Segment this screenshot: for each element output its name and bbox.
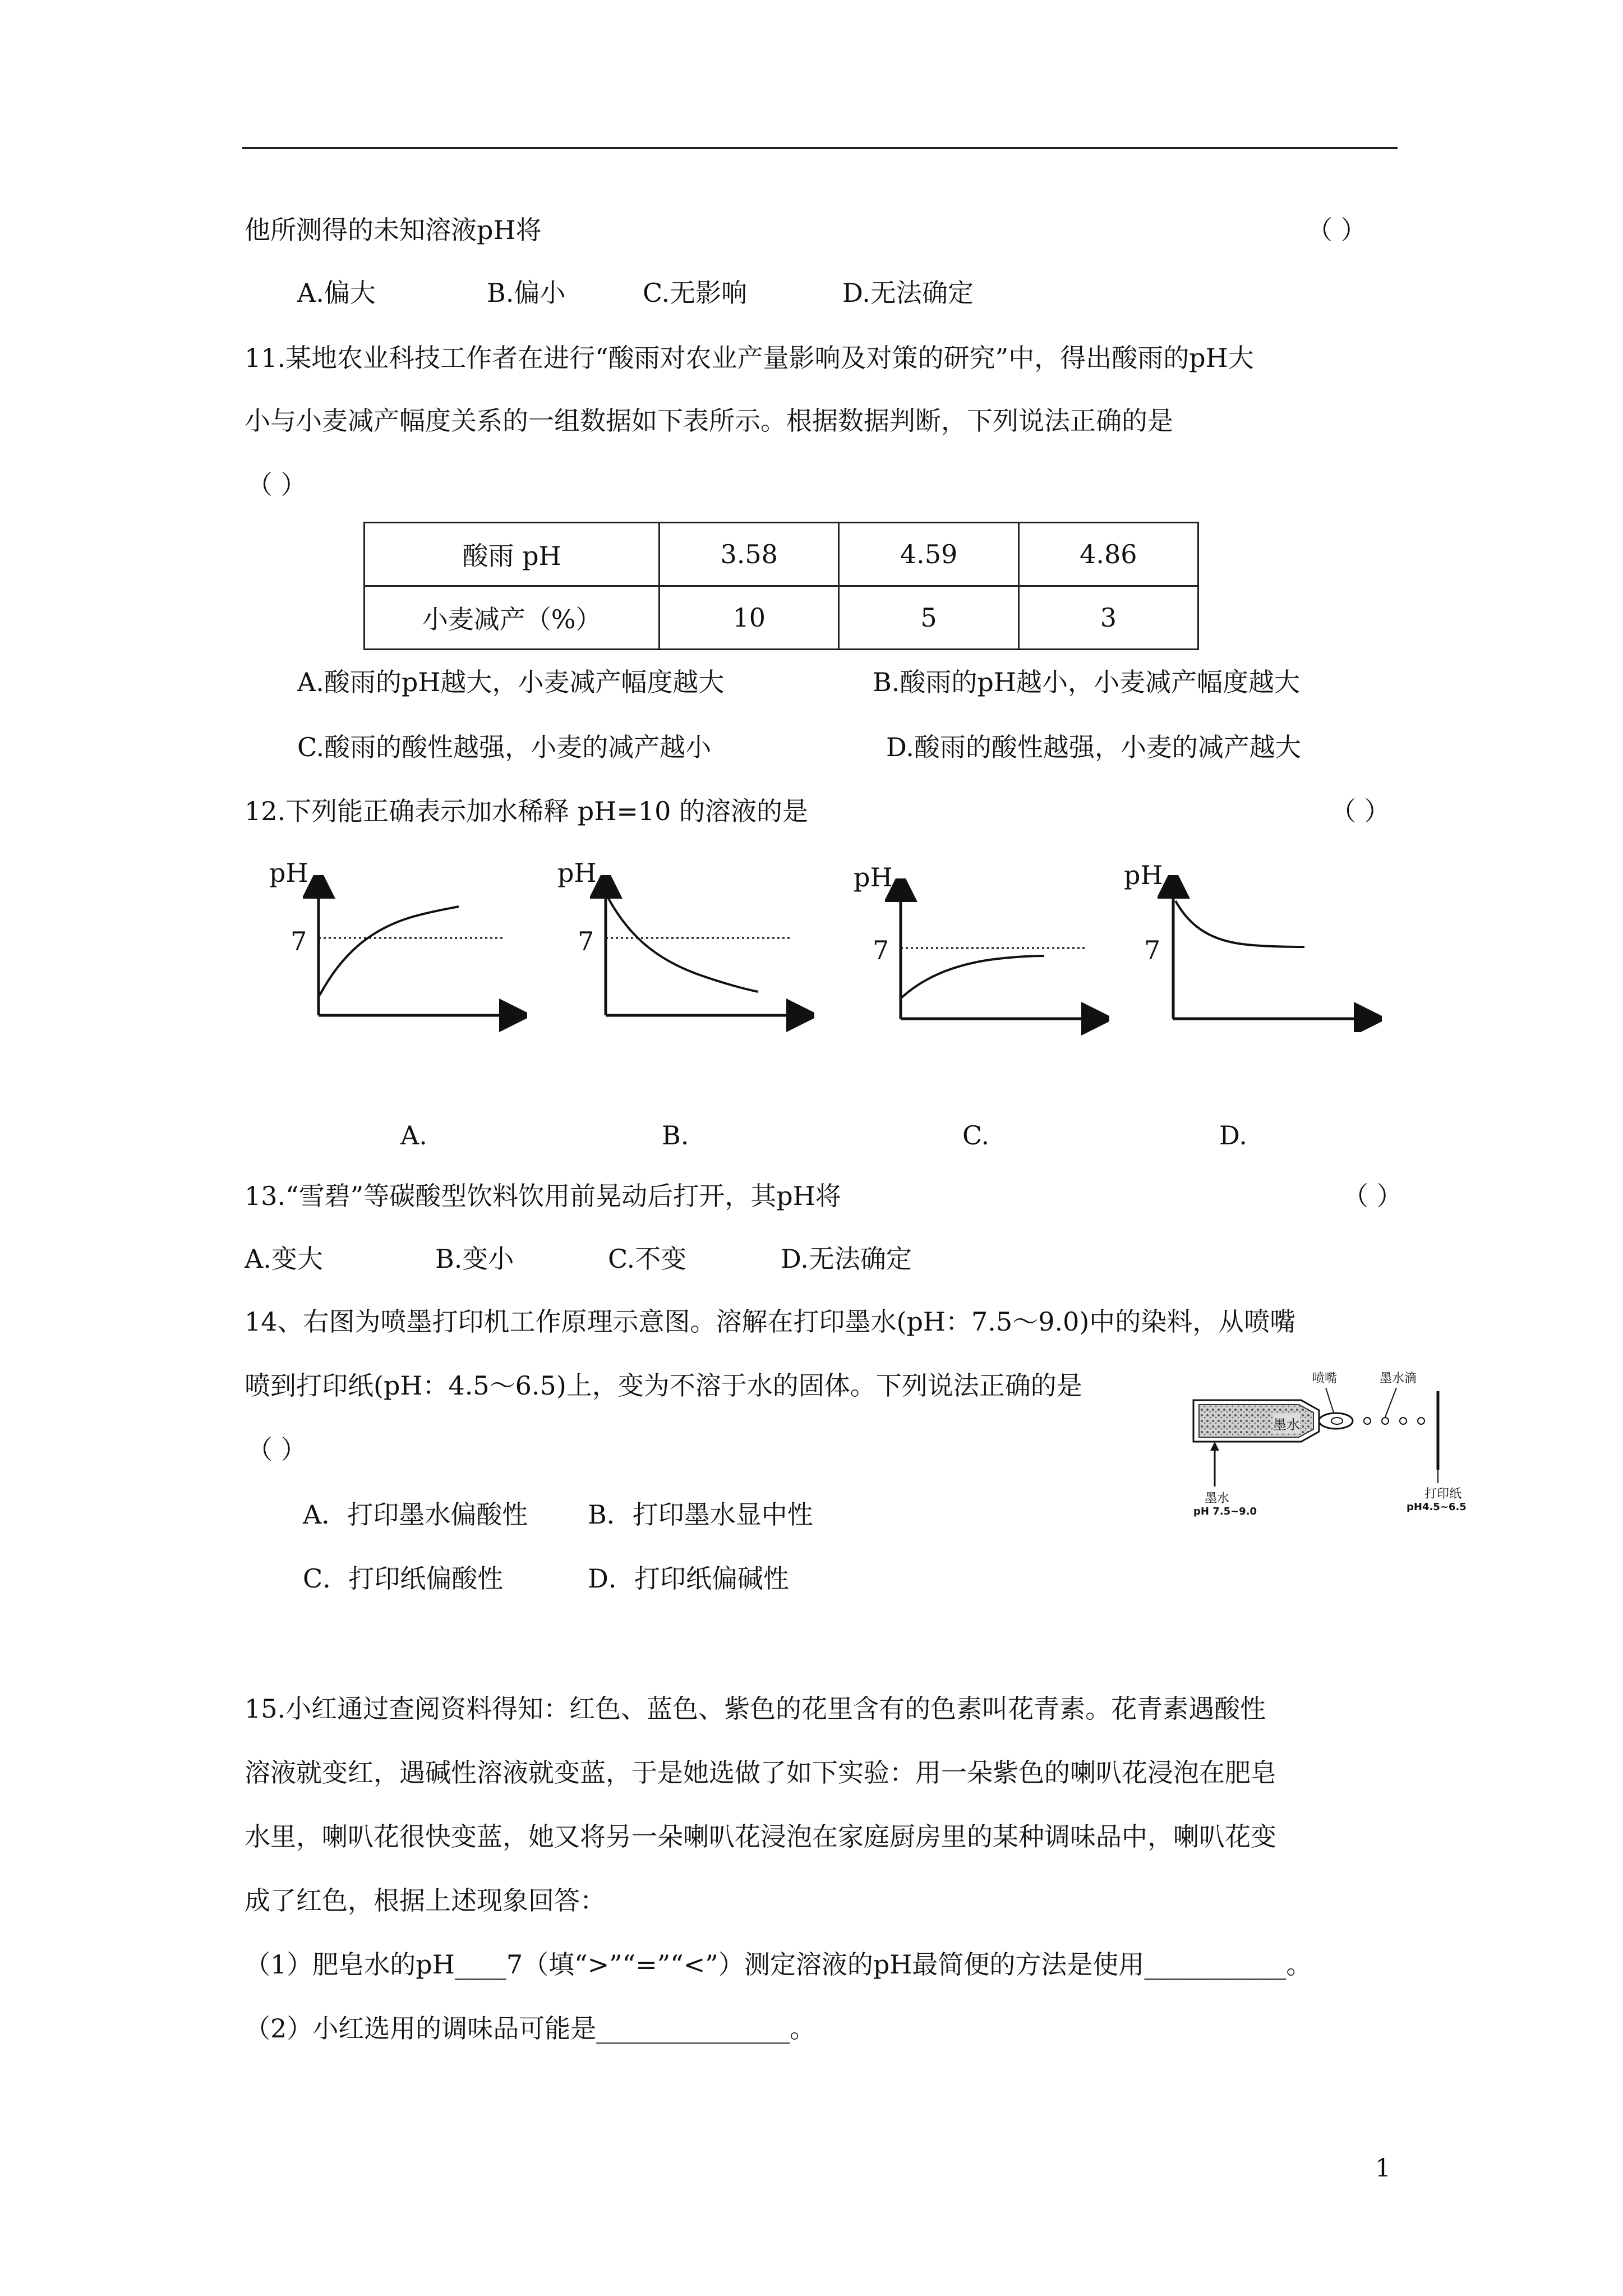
q14-option-c: C．打印纸偏酸性 (303, 1563, 504, 1594)
q13-option-c: C.不变 (608, 1244, 687, 1274)
figure-label-paper-ph: pH4.5~6.5 (1407, 1501, 1467, 1513)
figure-label-nozzle: 喷嘴 (1312, 1372, 1338, 1386)
q15-subquestion-1: （1）肥皂水的pH____7（填“>”“=”“<”）测定溶液的pH最简便的方法是使用___________。 (245, 1949, 1312, 1980)
figure-label-ink-drop: 墨水滴 (1380, 1372, 1417, 1386)
figure-label-ink: 墨水 (1205, 1492, 1230, 1506)
table-cell: 5 (839, 586, 1018, 650)
graph-d (1158, 875, 1382, 1032)
graph-c (885, 878, 1109, 1036)
graph-a-level-label: 7 (291, 926, 307, 956)
ink-drop (1364, 1418, 1371, 1424)
q14-answer-paren: （ ） (247, 1434, 307, 1465)
q15-stem-line1: 15.小红通过查阅资料得知：红色、蓝色、紫色的花里含有的色素叫花青素。花青素遇酸性 (245, 1694, 1266, 1724)
graph-b-caption: B. (662, 1120, 689, 1151)
q10-option-a: A.偏大 (297, 278, 376, 308)
q13-option-b: B.变小 (435, 1244, 514, 1274)
q15-stem-line2: 溶液就变红，遇碱性溶液就变蓝，于是她选做了如下实验：用一朵紫色的喇叭花浸泡在肥皂 (245, 1757, 1276, 1788)
table-cell: 4.59 (839, 523, 1018, 586)
q15-stem-line3: 水里，喇叭花很快变蓝，她又将另一朵喇叭花浸泡在家庭厨房里的某种调味品中，喇叭花变 (245, 1821, 1276, 1852)
q11-option-a: A.酸雨的pH越大，小麦减产幅度越大 (297, 667, 725, 697)
q11-stem-line1: 11.某地农业科技工作者在进行“酸雨对农业产量影响及对策的研究”中，得出酸雨的pH大 (245, 343, 1254, 373)
q11-data-table (363, 522, 1199, 650)
table-cell: 3 (1018, 586, 1198, 650)
graph-c-caption: C. (962, 1120, 990, 1151)
graph-d-level-label: 7 (1144, 935, 1161, 965)
table-cell: 3.58 (660, 523, 839, 586)
page-number: 1 (1375, 2154, 1391, 2183)
graph-c-curve (902, 956, 1044, 997)
graph-b-axis-label: pH (557, 858, 597, 888)
table-row (365, 523, 1198, 586)
q10-option-d: D.无法确定 (842, 278, 974, 308)
q14-option-a: A．打印墨水偏酸性 (303, 1499, 528, 1530)
graph-a-caption: A. (400, 1120, 427, 1151)
q14-stem-line1: 14、右图为喷墨打印机工作原理示意图。溶解在打印墨水(pH：7.5～9.0)中的染料，从喷嘴 (245, 1306, 1296, 1337)
q10-option-b: B.偏小 (487, 278, 566, 308)
figure-label-paper: 打印纸 (1424, 1487, 1462, 1501)
table-cell: 4.86 (1018, 523, 1198, 586)
q14-stem-line2: 喷到打印纸(pH：4.5～6.5)上，变为不溶于水的固体。下列说法正确的是 (245, 1370, 1082, 1401)
q13-option-a: A.变大 (245, 1244, 323, 1274)
header-rule (242, 147, 1398, 149)
graph-a-axis-label: pH (269, 858, 308, 888)
graph-a-curve (320, 907, 459, 995)
table-cell: 10 (660, 586, 839, 650)
table-row (365, 586, 1198, 650)
q12-stem: 12.下列能正确表示加水稀释 pH=10 的溶液的是 (245, 796, 809, 826)
q15-stem-line4: 成了红色，根据上述现象回答： (245, 1885, 606, 1916)
q13-stem: 13.“雪碧”等碳酸型饮料饮用前晃动后打开，其pH将 (245, 1181, 841, 1211)
ink-drop (1400, 1418, 1407, 1424)
graph-c-level-label: 7 (873, 935, 889, 965)
table-header-yield: 小麦减产（%） (365, 586, 660, 650)
q14-option-b: B．打印墨水显中性 (588, 1499, 813, 1530)
ink-drop (1418, 1418, 1424, 1424)
q10-stem-tail: 他所测得的未知溶液pH将 (245, 215, 542, 245)
graph-a (303, 875, 527, 1032)
q10-answer-paren: （ ） (1307, 215, 1367, 245)
q13-option-d: D.无法确定 (781, 1244, 912, 1274)
graph-b-level-label: 7 (578, 926, 594, 956)
q12-answer-paren: （ ） (1330, 796, 1390, 826)
q11-answer-paren: （ ） (247, 470, 307, 500)
q11-stem-line2: 小与小麦减产幅度关系的一组数据如下表所示。根据数据判断，下列说法正确的是 (245, 406, 1173, 436)
figure-label-ink-inside: 墨水 (1273, 1414, 1300, 1433)
graph-b (590, 875, 814, 1032)
table-header-ph: 酸雨 pH (365, 523, 660, 586)
q14-option-d: D．打印纸偏碱性 (588, 1563, 789, 1594)
graph-d-axis-label: pH (1124, 860, 1163, 890)
q11-option-b: B.酸雨的pH越小，小麦减产幅度越大 (873, 667, 1300, 697)
inkjet-printer-figure (1189, 1369, 1481, 1543)
graph-d-curve (1175, 901, 1304, 947)
ink-drop (1382, 1418, 1389, 1424)
graph-b-curve (608, 898, 758, 992)
graph-c-axis-label: pH (854, 862, 893, 892)
q11-option-c: C.酸雨的酸性越强，小麦的减产越小 (297, 732, 712, 762)
figure-label-ink-ph: pH 7.5~9.0 (1193, 1506, 1257, 1517)
q10-option-c: C.无影响 (643, 278, 748, 308)
q15-subquestion-2: （2）小红选用的调味品可能是_______________。 (245, 2013, 816, 2044)
graph-d-caption: D. (1219, 1120, 1247, 1151)
q11-option-d: D.酸雨的酸性越强，小麦的减产越大 (886, 732, 1301, 762)
q13-answer-paren: （ ） (1343, 1181, 1403, 1211)
